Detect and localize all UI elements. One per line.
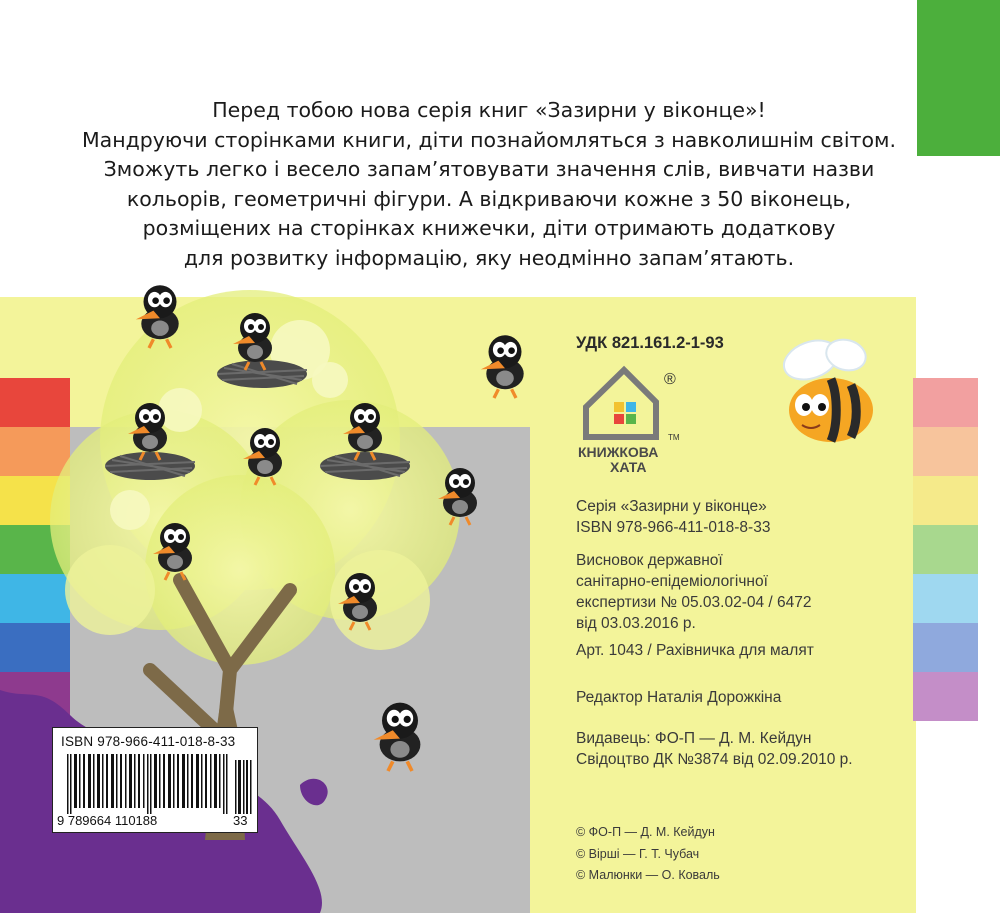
credit-line: © ФО-П — Д. М. Кейдун (576, 825, 715, 839)
bee-illustration (776, 335, 896, 450)
green-corner-tab (917, 0, 1000, 156)
intro-line: для розвитку інформацію, яку неодмінно запам’ятають. (183, 245, 795, 270)
expertise-block (576, 550, 812, 634)
udk-code: УДК 821.161.2-1-93 (576, 334, 724, 352)
stripe-violet (913, 672, 978, 721)
expertise-line: Висновок державної (576, 552, 723, 569)
stripe-yellow (913, 476, 978, 525)
knyzhkova-khata-logo (576, 362, 698, 472)
logo-text-line2: ХАТА (610, 459, 647, 472)
registered-mark: ® (664, 371, 676, 388)
barcode-bars (65, 754, 253, 814)
expertise-line: від 03.03.2016 р. (576, 615, 696, 632)
barcode-addon-digits: 33 (233, 813, 248, 828)
intro-line: кольорів, геометричні фігури. А відкриваючи кожне з 50 віконець, (126, 186, 852, 211)
credit-line: © Малюнки — О. Коваль (576, 868, 720, 882)
trademark-mark: TM (668, 433, 680, 442)
intro-line: Перед тобою нова серія книг «Зазирни у віконце»! (212, 98, 766, 122)
rainbow-stripes-right (913, 378, 978, 720)
crow-ground (374, 703, 421, 771)
expertise-line: санітарно-епідеміологічної (576, 573, 768, 590)
publisher-line: Видавець: ФО-П — Д. М. Кейдун (576, 730, 812, 747)
stripe-blue (913, 623, 978, 672)
publisher-block (576, 728, 853, 770)
intro-line: Зможуть легко і весело запам’ятовувати значення слів, вивчати назви (103, 157, 875, 181)
stripe-orange (913, 427, 978, 476)
isbn-barcode (52, 727, 258, 833)
article-line: Арт. 1043 / Рахівничка для малят (576, 642, 814, 659)
barcode-digits: 9 789664 110188 (57, 813, 158, 828)
series-name: Серія «Зазирни у віконце» (576, 498, 767, 515)
credits-block (576, 822, 720, 887)
intro-line: розміщених на сторінках книжечки, діти отримають додаткову (142, 216, 836, 240)
series-block (576, 496, 770, 538)
editor-line: Редактор Наталія Дорожкіна (576, 689, 782, 706)
nest-right (320, 452, 410, 480)
credit-line: © Вірші — Г. Т. Чубач (576, 846, 700, 861)
intro-line: Мандруючи сторінками книги, діти познайомляться з навколишнім світом. (81, 127, 897, 152)
stripe-red (913, 378, 978, 427)
barcode-isbn-text: ISBN 978-966-411-018-8-33 (61, 734, 236, 749)
logo-text-line1: КНИЖКОВА (578, 444, 659, 460)
stripe-green (913, 525, 978, 574)
publisher-certificate: Свідоцтво ДК №3874 від 02.09.2010 р. (576, 751, 853, 768)
crow-top-right (481, 335, 524, 398)
stripe-light-blue (913, 574, 978, 623)
series-isbn: ISBN 978-966-411-018-8-33 (576, 519, 771, 536)
nest-left (105, 452, 195, 480)
intro-text (64, 96, 914, 273)
expertise-line: експертизи № 05.03.02-04 / 6472 (576, 594, 812, 611)
